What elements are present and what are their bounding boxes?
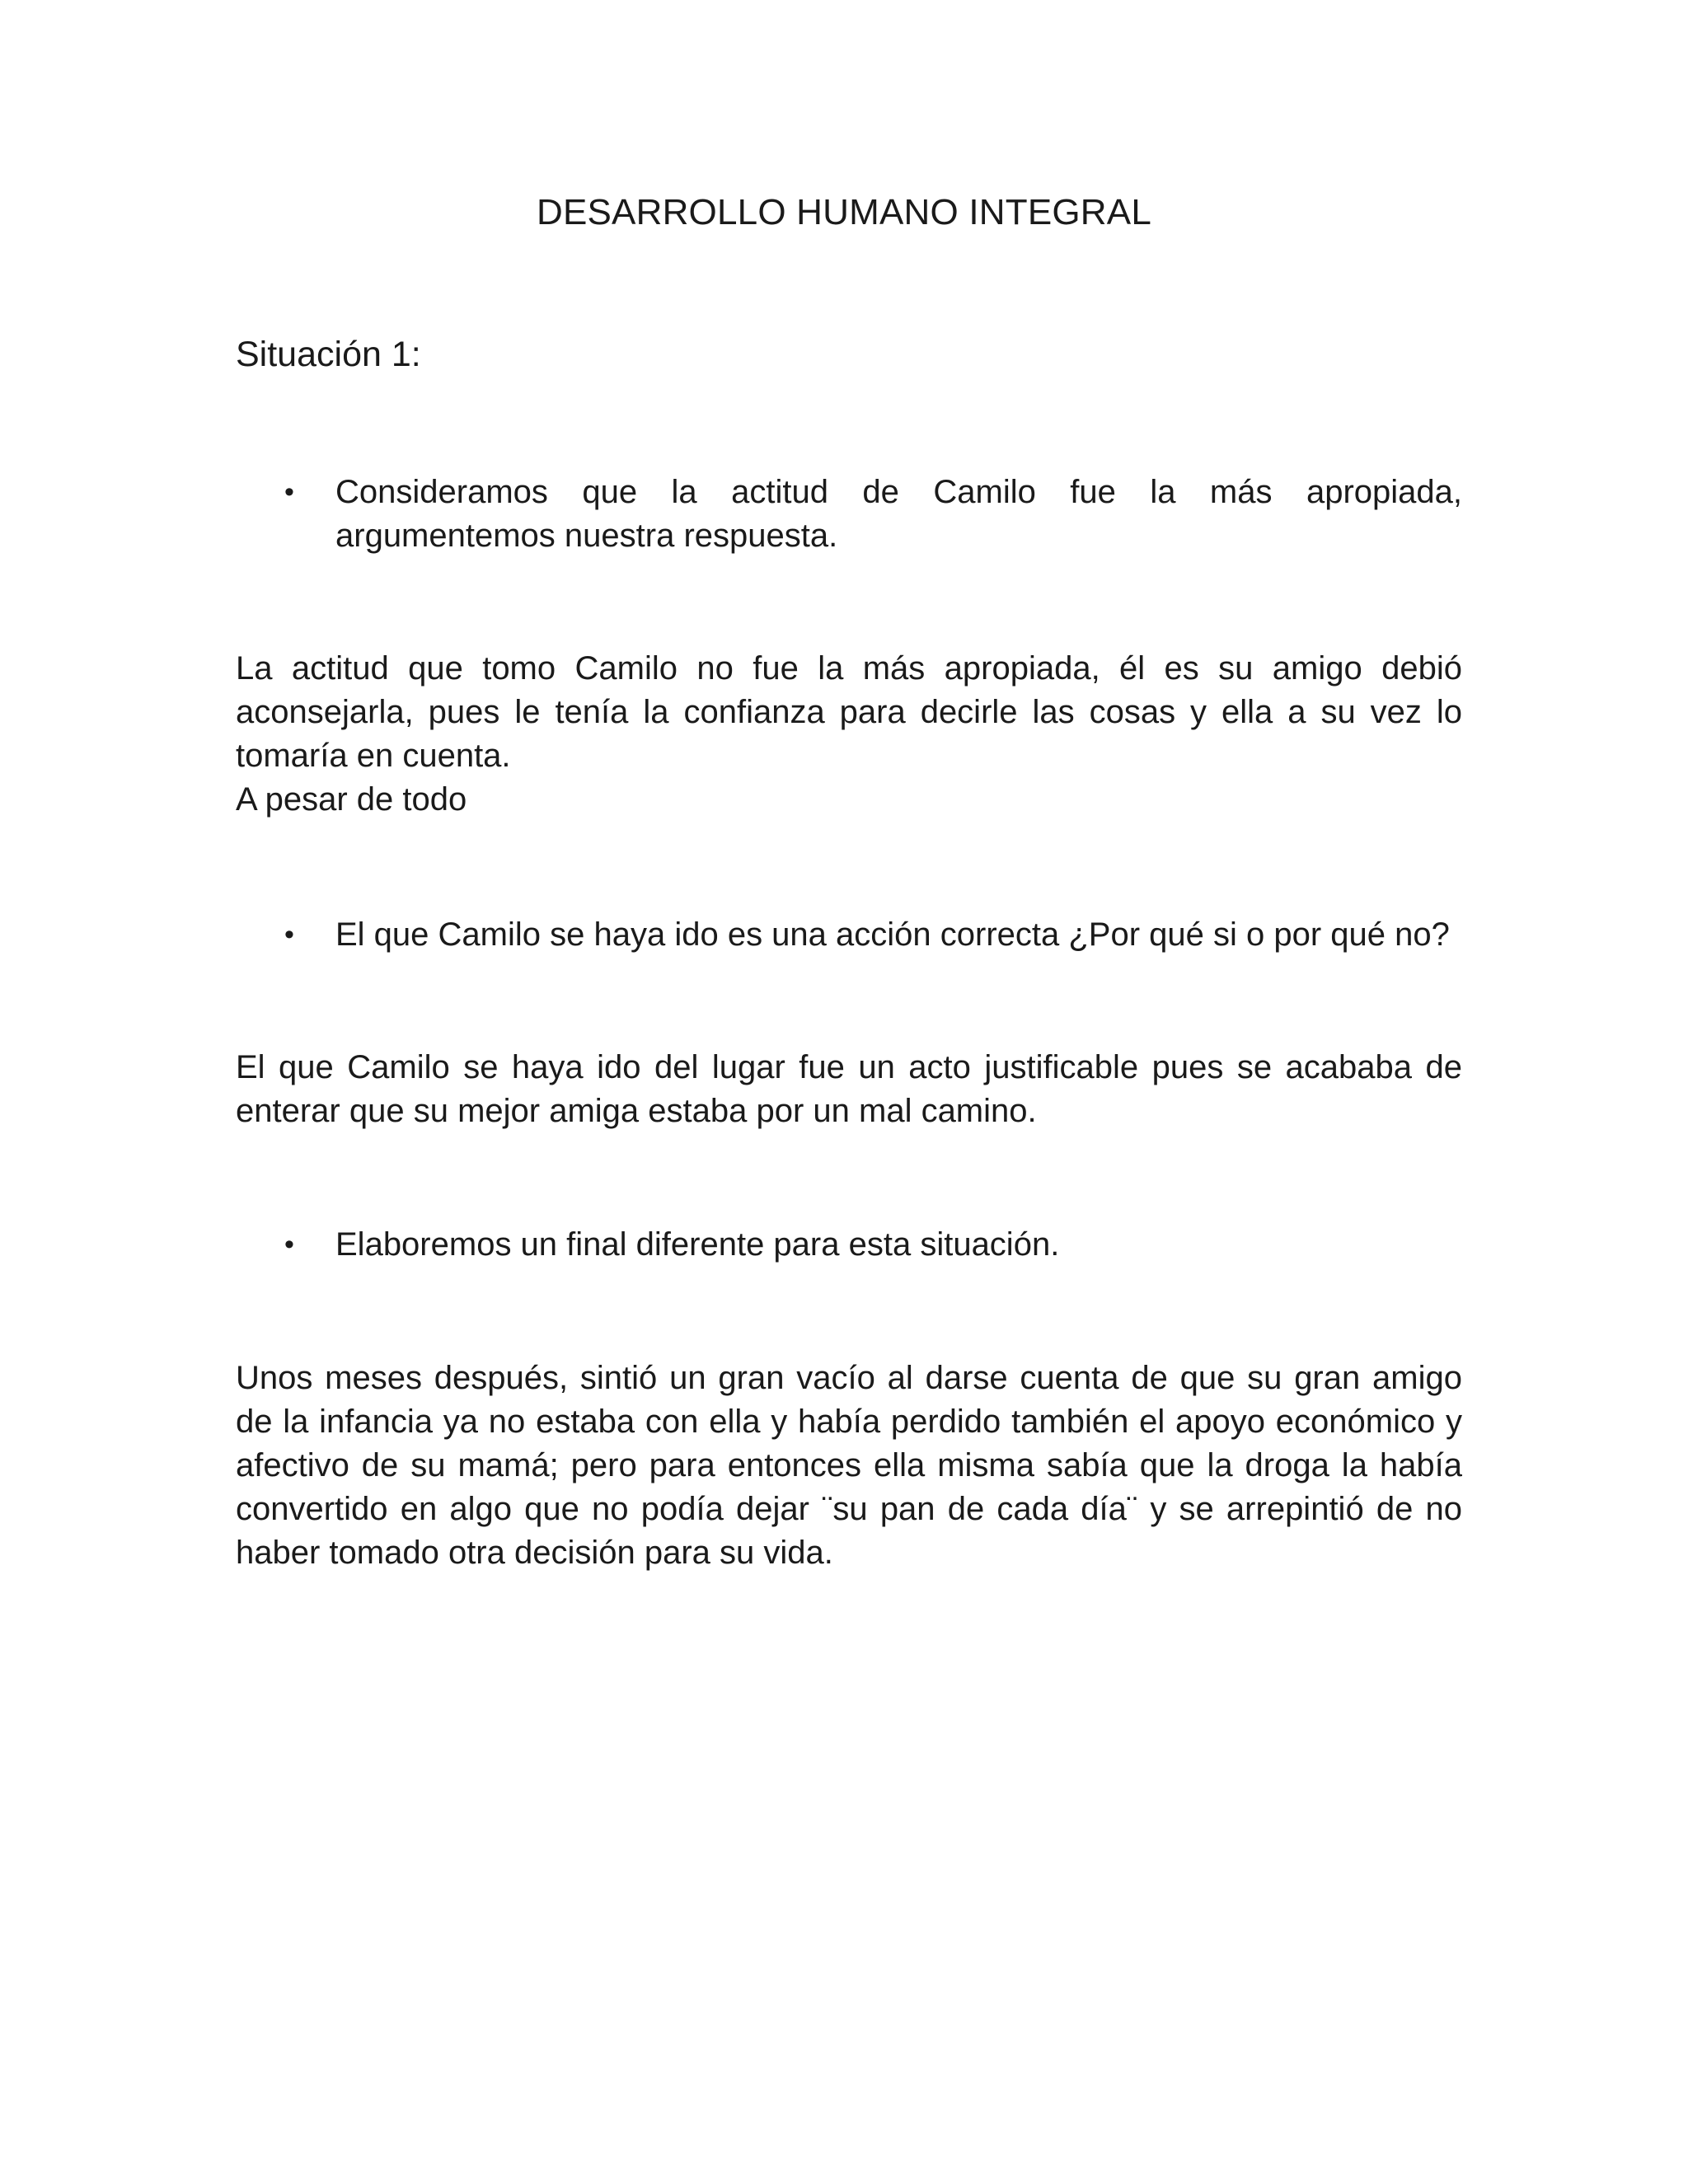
answer-continuation-1: A pesar de todo <box>236 781 467 818</box>
question-item-2 <box>236 913 1462 957</box>
answer-paragraph-2 <box>236 1046 1462 1133</box>
question-text-1: Consideramos que la actitud de Camilo fue la más apropiada, argumentemos nuestra respuesta. <box>335 474 1462 554</box>
answer-paragraph-3 <box>236 1357 1462 1575</box>
bullet-icon: • <box>284 1229 294 1260</box>
question-text-2: El que Camilo se haya ido es una acción correcta ¿Por qué si o por qué no? <box>335 916 1450 953</box>
answer-text-3: Unos meses después, sintió un gran vacío al darse cuenta de que su gran amigo de la infancia ya no estaba con ella y había perdido también el apoyo económico y afectivo de su mamá; pero para entonces ella misma sabía que la droga la había convertido en algo que no podía dejar ¨su pan de cada día¨ y se arrepintió de no haber tomado otra decisión para su vida. <box>236 1360 1462 1571</box>
answer-paragraph-1 <box>236 647 1462 822</box>
question-item-1 <box>236 471 1462 558</box>
answer-text-2: El que Camilo se haya ido del lugar fue un acto justificable pues se acababa de enterar que su mejor amiga estaba por un mal camino. <box>236 1049 1462 1129</box>
bullet-icon: • <box>284 476 294 508</box>
section-heading: Situación 1: <box>236 335 421 374</box>
bullet-icon: • <box>284 919 294 950</box>
answer-text-1: La actitud que tomo Camilo no fue la más apropiada, él es su amigo debió aconsejarla, pues le tenía la confianza para decirle las cosas y ella a su vez lo tomaría en cuenta. <box>236 650 1462 774</box>
document-title: DESARROLLO HUMANO INTEGRAL <box>536 192 1151 232</box>
question-item-3 <box>236 1223 1462 1267</box>
question-text-3: Elaboremos un final diferente para esta situación. <box>335 1226 1060 1263</box>
